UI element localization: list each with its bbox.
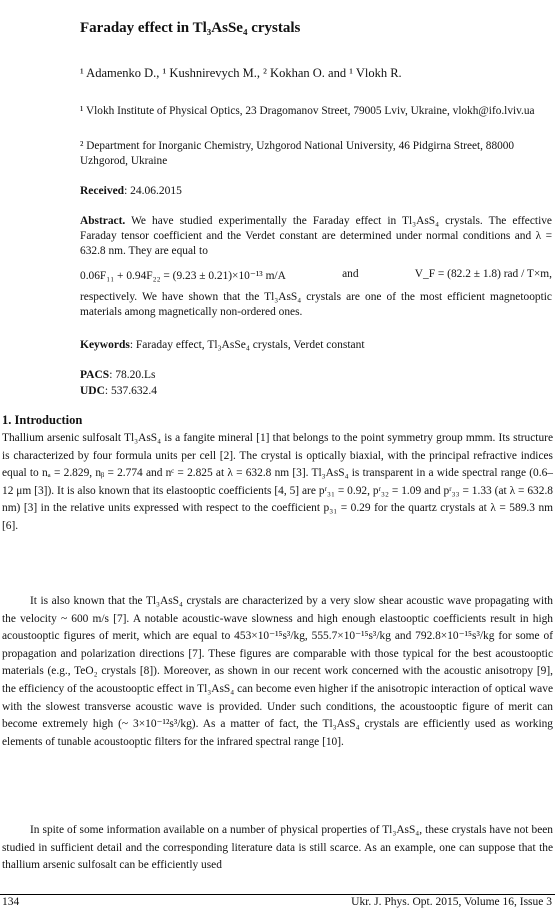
abstract-continued [80,290,552,320]
paper-title: Faraday effect in Tl₃AsSe₄ crystals [80,20,301,36]
paragraph-1 [2,430,553,536]
received-value: : 24.06.2015 [124,185,182,197]
formula-and: and [342,268,359,280]
udc-label: UDC [80,385,105,397]
udc-line [80,383,157,399]
received-date [80,185,182,197]
classification-codes [80,367,157,399]
keywords-label: Keywords [80,339,130,351]
formula-line [80,268,552,282]
abstract-text-2: respectively. We have shown that the Tl₃AsS₄ crystals are one of the most efficient magnetooptic materials among magnetically non-ordered ones. [80,291,552,318]
author-list: ¹ Adamenko D., ¹ Kushnirevych M., ² Kokhan O. and ¹ Vlokh R. [80,66,402,80]
paragraph-2-text: It is also known that the Tl₃AsS₄ crystals are characterized by a very slow shear acoustic wave propagating with the velocity ~ 600 m/s [7]. A notable acoustic-wave slowness and high enough elastooptic coefficients result in high acoustooptic figures of merit, which are equal to 453×10⁻¹⁵s³/kg, 555.7×10⁻¹⁵s³/kg and 792.8×10⁻¹⁵s³/kg for some of propagation and polarization directions [7]. These figures are comparable with those typical for the best acoustooptic materials (e.g., TeO₂ crystals [8]). Moreover, as shown in our recent work concerned with the acoustic anisotropy [9], the efficiency of the acoustooptic effect in Tl₃AsS₄ can become even higher if the anisotropic interaction of optical wave with the slowest transverse acoustic wave is provided. Under such conditions, the acoustooptic figure of merit can become extremely high (~ 3×10⁻¹²s³/kg). As a matter of fact, the Tl₃AsS₄ crystals are efficiently used as working elements of tunable acoustooptic filters for the infrared spectral range [10]. [2,595,553,748]
udc-value: : 537.632.4 [104,385,157,397]
keywords [80,339,365,351]
paragraph-2 [2,593,553,751]
pacs-label: PACS [80,369,110,381]
pacs-value: : 78.20.Ls [109,369,156,381]
paragraph-1-text: Thallium arsenic sulfosalt Tl₃AsS₄ is a fangite mineral [1] that belongs to the point symmetry group mmm. Its structure is characterized by four formula units per cell [2]. The crystal is optically biaxial, with the principal refractive indices equal to nₐ = 2.829, nᵦ = 2.774 and nᶜ = 2.825 at λ = 632.8 nm [3]. Tl₃AsS₄ is transparent in a wide spectral range (0.6–12 μm [3]). It is also known that its elastooptic coefficients [4, 5] are pʳ₃₁ = 0.92, pʳ₃₂ = 1.09 and pʳ₃₃ = 1.33 (at λ = 632.8 nm) [3] in the relative units expressed with respect to the coefficient p₃₁ = 0.29 for the quartz crystals at λ = 589.3 nm [6]. [2,432,553,532]
formula-faraday: 0.06F₁₁ + 0.94F₂₂ = (9.23 ± 0.21)×10⁻¹³ m/A [80,270,286,282]
received-label: Received [80,185,125,197]
abstract-label: Abstract. [80,215,126,227]
paragraph-3 [2,822,553,875]
page-number: 134 [2,896,20,908]
journal-citation: Ukr. J. Phys. Opt. 2015, Volume 16, Issue 3 [351,896,552,908]
paragraph-3-text: In spite of some information available on a number of physical properties of Tl₃AsS₄, these crystals have not been studied in sufficient detail and the corresponding literature data is still scarce. As an example, one can suppose that the thallium arsenic sulfosalt can be efficiently used [2,824,553,872]
affiliation-2: ² Department for Inorganic Chemistry, Uzhgorod National University, 46 Pidgirna Street, 88000 Uzhgorod, Ukraine [80,140,515,167]
keywords-value: : Faraday effect, Tl₃AsSe₄ crystals, Verdet constant [129,339,365,351]
section-heading: 1. Introduction [2,413,83,427]
abstract [80,214,552,259]
abstract-text-1: We have studied experimentally the Faraday effect in Tl₃AsS₄ crystals. The effective Faraday tensor coefficient and the Verdet constant are determined under normal conditions and λ = 632.8 nm. They are equal to [80,215,552,257]
footer-rule [0,894,555,895]
affiliation-1: ¹ Vlokh Institute of Physical Optics, 23 Dragomanov Street, 79005 Lviv, Ukraine, vlokh@ifo.lviv.ua [80,105,535,117]
pacs-line [80,367,157,383]
formula-verdet: V_F = (82.2 ± 1.8) rad / T×m, [414,268,552,280]
